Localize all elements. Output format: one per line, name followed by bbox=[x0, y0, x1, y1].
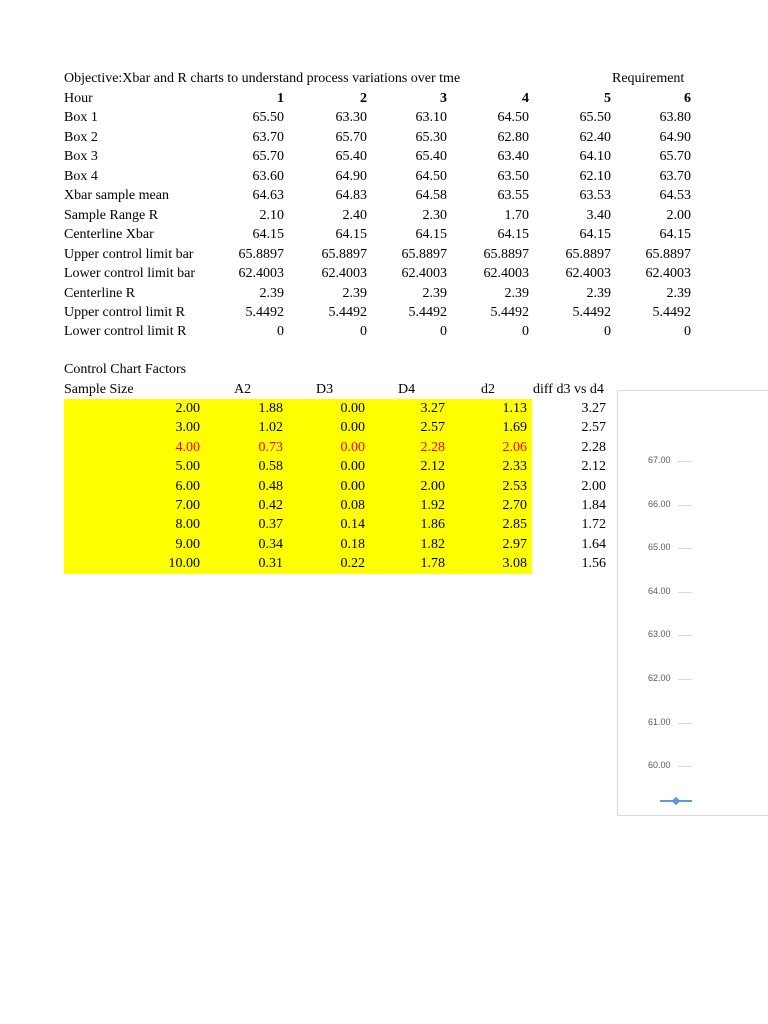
factor-cell[interactable]: 2.57 bbox=[420, 420, 445, 436]
table-cell[interactable]: 1 bbox=[277, 91, 284, 106]
factor-cell[interactable]: 2.57 bbox=[581, 420, 606, 436]
table-cell[interactable]: 63.80 bbox=[659, 110, 691, 126]
table-cell[interactable]: 3.40 bbox=[586, 207, 611, 223]
table-cell[interactable]: 64.15 bbox=[335, 227, 367, 243]
factor-cell[interactable]: 1.86 bbox=[420, 517, 445, 533]
factor-cell[interactable]: 0.22 bbox=[340, 556, 365, 572]
factor-cell[interactable]: 2.00 bbox=[175, 401, 200, 416]
factor-cell[interactable]: 1.92 bbox=[420, 498, 445, 513]
row-label[interactable]: Upper control limit bar bbox=[64, 246, 194, 262]
y-tick-label: 60.00 bbox=[648, 760, 671, 771]
table-cell[interactable]: 64.53 bbox=[659, 188, 691, 204]
table-cell[interactable]: 62.10 bbox=[579, 168, 611, 184]
table-cell[interactable]: 65.70 bbox=[252, 149, 284, 165]
table-row bbox=[0, 303, 768, 322]
table-cell[interactable]: 0 bbox=[522, 324, 529, 340]
factor-cell[interactable]: 4.00 bbox=[175, 439, 200, 455]
factor-cell[interactable]: 6.00 bbox=[175, 478, 200, 494]
gridline bbox=[678, 679, 692, 680]
table-cell[interactable]: 64.15 bbox=[252, 227, 284, 243]
table-cell[interactable]: 2.39 bbox=[342, 285, 367, 301]
table-cell[interactable]: 62.4003 bbox=[321, 266, 367, 282]
factor-cell[interactable]: 2.12 bbox=[581, 459, 606, 475]
row-label[interactable]: Sample Range R bbox=[64, 207, 159, 223]
table-cell[interactable]: 62.4003 bbox=[401, 266, 447, 282]
factors-title-row bbox=[0, 360, 768, 379]
table-cell[interactable]: 65.8897 bbox=[483, 246, 529, 262]
factor-cell[interactable]: 5.00 bbox=[175, 459, 200, 475]
header-a2[interactable]: A2 bbox=[234, 382, 252, 397]
table-cell[interactable]: 2.39 bbox=[586, 285, 611, 301]
factor-cell[interactable]: 0.00 bbox=[340, 420, 365, 436]
factor-cell[interactable]: 1.64 bbox=[581, 536, 606, 552]
table-cell[interactable]: 62.80 bbox=[497, 129, 529, 145]
factor-cell[interactable]: 0.42 bbox=[258, 498, 283, 513]
table-row bbox=[0, 284, 768, 303]
table-row bbox=[0, 225, 768, 244]
y-tick-label: 62.00 bbox=[648, 673, 671, 683]
table-cell[interactable]: 2.00 bbox=[666, 207, 691, 223]
table-row bbox=[0, 206, 768, 225]
gridline bbox=[678, 548, 692, 549]
objective-title[interactable]: Objective:Xbar and R charts to understand process variations over tme bbox=[64, 71, 461, 86]
table-cell[interactable]: 5.4492 bbox=[652, 304, 691, 320]
factor-cell[interactable]: 2.28 bbox=[581, 439, 606, 455]
table-cell[interactable]: 65.40 bbox=[335, 149, 367, 165]
table-cell[interactable]: 1.70 bbox=[504, 207, 529, 223]
table-cell[interactable]: 65.8897 bbox=[238, 246, 284, 262]
row-label[interactable]: Lower control limit R bbox=[64, 324, 187, 340]
factor-cell[interactable]: 1.88 bbox=[258, 401, 283, 416]
table-row bbox=[0, 108, 768, 127]
factor-cell[interactable]: 0.14 bbox=[340, 517, 365, 533]
table-cell[interactable]: 63.70 bbox=[252, 129, 284, 145]
factor-cell[interactable]: 1.78 bbox=[420, 556, 445, 572]
xbar-chart-partial[interactable] bbox=[617, 390, 768, 816]
factor-cell[interactable]: 3.27 bbox=[420, 401, 445, 416]
table-row bbox=[0, 167, 768, 186]
factor-cell[interactable]: 0.00 bbox=[340, 478, 365, 494]
row-label[interactable]: Centerline Xbar bbox=[64, 227, 154, 243]
table-cell[interactable]: 65.70 bbox=[335, 129, 367, 145]
factor-cell[interactable]: 0.58 bbox=[258, 459, 283, 475]
factor-cell[interactable]: 0.08 bbox=[340, 498, 365, 513]
row-label[interactable]: Centerline R bbox=[64, 285, 136, 301]
series-legend-marker bbox=[658, 797, 694, 805]
gridline bbox=[678, 766, 692, 767]
factor-cell[interactable]: 1.82 bbox=[420, 536, 445, 552]
row-label[interactable]: Box 3 bbox=[64, 149, 98, 165]
factor-cell[interactable]: 0.31 bbox=[258, 556, 283, 572]
table-cell[interactable]: 65.50 bbox=[579, 110, 611, 126]
factor-cell[interactable]: 2.28 bbox=[420, 439, 445, 455]
y-tick-label: 65.00 bbox=[648, 542, 671, 553]
table-cell[interactable]: 64.63 bbox=[252, 188, 284, 204]
table-cell[interactable]: 64.50 bbox=[415, 168, 447, 184]
table-cell[interactable]: 0 bbox=[684, 324, 691, 340]
title-row bbox=[0, 69, 768, 88]
factor-cell[interactable]: 7.00 bbox=[175, 498, 200, 513]
table-cell[interactable]: 62.4003 bbox=[645, 266, 691, 282]
table-cell[interactable]: 64.90 bbox=[659, 129, 691, 145]
table-cell[interactable]: 62.4003 bbox=[565, 266, 611, 282]
table-cell[interactable]: 3 bbox=[440, 91, 447, 106]
factor-cell[interactable]: 0.00 bbox=[340, 459, 365, 475]
factor-cell[interactable]: 1.13 bbox=[502, 401, 527, 416]
table-cell[interactable]: 2.39 bbox=[259, 285, 284, 301]
table-cell[interactable]: 64.10 bbox=[579, 149, 611, 165]
factor-cell[interactable]: 2.97 bbox=[502, 536, 527, 552]
table-cell[interactable]: 65.8897 bbox=[645, 246, 691, 262]
factor-cell[interactable]: 3.00 bbox=[175, 420, 200, 436]
table-cell[interactable]: 63.50 bbox=[497, 168, 529, 184]
table-cell[interactable]: 2.39 bbox=[666, 285, 691, 301]
table-cell[interactable]: 5 bbox=[604, 91, 611, 106]
header-diff[interactable]: diff d3 vs d4 bbox=[533, 382, 604, 397]
table-row bbox=[0, 89, 768, 108]
table-cell[interactable]: 62.40 bbox=[579, 129, 611, 145]
table-cell[interactable]: 65.8897 bbox=[401, 246, 447, 262]
header-sample-size[interactable]: Sample Size bbox=[64, 382, 134, 397]
factor-cell[interactable]: 2.85 bbox=[502, 517, 527, 533]
factor-cell[interactable]: 1.84 bbox=[581, 498, 606, 513]
factor-cell[interactable]: 1.72 bbox=[581, 517, 606, 533]
factors-title[interactable]: Control Chart Factors bbox=[64, 362, 187, 377]
row-label[interactable]: Box 2 bbox=[64, 129, 98, 145]
factor-cell[interactable]: 2.33 bbox=[502, 459, 527, 475]
row-label[interactable]: Box 1 bbox=[64, 110, 98, 126]
table-cell[interactable]: 0 bbox=[277, 324, 284, 340]
header-d3[interactable]: D3 bbox=[316, 382, 334, 397]
table-cell[interactable]: 64.58 bbox=[415, 188, 447, 204]
factor-cell[interactable]: 0.18 bbox=[340, 536, 365, 552]
table-cell[interactable]: 5.4492 bbox=[408, 304, 447, 320]
factor-cell[interactable]: 3.27 bbox=[581, 401, 606, 416]
table-cell[interactable]: 63.40 bbox=[497, 149, 529, 165]
table-row bbox=[0, 322, 768, 341]
table-cell[interactable]: 65.8897 bbox=[565, 246, 611, 262]
table-cell[interactable]: 2.39 bbox=[422, 285, 447, 301]
factor-cell[interactable]: 0.37 bbox=[258, 517, 283, 533]
factor-cell[interactable]: 9.00 bbox=[175, 536, 200, 552]
table-cell[interactable]: 65.8897 bbox=[321, 246, 367, 262]
factor-cell[interactable]: 0.73 bbox=[258, 439, 283, 455]
gridline bbox=[678, 461, 692, 462]
table-cell[interactable]: 0 bbox=[604, 324, 611, 340]
table-cell[interactable]: 2.10 bbox=[259, 207, 284, 223]
factor-cell[interactable]: 1.56 bbox=[581, 556, 606, 572]
gridline bbox=[678, 723, 692, 724]
table-cell[interactable]: 2.30 bbox=[422, 207, 447, 223]
header-d4[interactable]: D4 bbox=[398, 382, 416, 397]
factor-cell[interactable]: 0.48 bbox=[258, 478, 283, 494]
table-cell[interactable]: 64.15 bbox=[579, 227, 611, 243]
table-cell[interactable]: 64.15 bbox=[497, 227, 529, 243]
table-cell[interactable]: 63.53 bbox=[579, 188, 611, 204]
table-cell[interactable]: 65.70 bbox=[659, 149, 691, 165]
row-label[interactable]: Upper control limit R bbox=[64, 304, 185, 320]
gridline bbox=[678, 592, 692, 593]
requirement-label[interactable]: Requirement bbox=[612, 71, 685, 86]
factor-cell[interactable]: 1.02 bbox=[258, 420, 283, 436]
factor-cell[interactable]: 0.00 bbox=[340, 401, 365, 416]
table-cell[interactable]: 5.4492 bbox=[490, 304, 529, 320]
table-cell[interactable]: 63.60 bbox=[252, 168, 284, 184]
row-label[interactable]: Xbar sample mean bbox=[64, 188, 169, 204]
factor-cell[interactable]: 1.69 bbox=[502, 420, 527, 436]
row-label[interactable]: Box 4 bbox=[64, 168, 98, 184]
factor-cell[interactable]: 3.08 bbox=[502, 556, 527, 572]
factor-cell[interactable]: 2.70 bbox=[502, 498, 527, 513]
table-cell[interactable]: 64.83 bbox=[335, 188, 367, 204]
table-cell[interactable]: 63.10 bbox=[415, 110, 447, 126]
table-cell[interactable]: 5.4492 bbox=[245, 304, 284, 320]
table-row bbox=[0, 128, 768, 147]
factor-cell[interactable]: 2.12 bbox=[420, 459, 445, 475]
gridline bbox=[678, 505, 692, 506]
factor-cell[interactable]: 2.06 bbox=[502, 439, 527, 455]
y-tick-label: 67.00 bbox=[648, 455, 671, 465]
table-cell[interactable]: 63.70 bbox=[659, 168, 691, 184]
table-row bbox=[0, 264, 768, 283]
table-cell[interactable]: 64.90 bbox=[335, 168, 367, 184]
factor-cell[interactable]: 2.00 bbox=[420, 478, 445, 494]
table-cell[interactable]: 65.30 bbox=[415, 129, 447, 145]
table-cell[interactable]: 64.15 bbox=[659, 227, 691, 243]
factor-cell[interactable]: 0.34 bbox=[258, 536, 283, 552]
table-row bbox=[0, 186, 768, 205]
table-cell[interactable]: 65.50 bbox=[252, 110, 284, 126]
table-cell[interactable]: 5.4492 bbox=[328, 304, 367, 320]
factor-cell[interactable]: 8.00 bbox=[175, 517, 200, 533]
factor-cell[interactable]: 10.00 bbox=[168, 556, 200, 572]
table-cell[interactable]: 2 bbox=[360, 91, 367, 106]
table-cell[interactable]: 2.40 bbox=[342, 207, 367, 223]
table-cell[interactable]: 6 bbox=[684, 91, 691, 106]
table-cell[interactable]: 64.50 bbox=[497, 110, 529, 126]
table-cell[interactable]: 65.40 bbox=[415, 149, 447, 165]
table-cell[interactable]: 64.15 bbox=[415, 227, 447, 243]
table-cell[interactable]: 62.4003 bbox=[483, 266, 529, 282]
factor-cell[interactable]: 0.00 bbox=[340, 439, 365, 455]
row-label[interactable]: Lower control limit bar bbox=[64, 266, 196, 282]
table-row bbox=[0, 245, 768, 264]
factor-cell[interactable]: 2.00 bbox=[581, 478, 606, 494]
y-tick-label: 63.00 bbox=[648, 629, 671, 640]
table-row bbox=[0, 147, 768, 166]
table-cell[interactable]: 0 bbox=[440, 324, 447, 340]
table-cell[interactable]: 0 bbox=[360, 324, 367, 340]
factor-cell[interactable]: 2.53 bbox=[502, 478, 527, 494]
table-cell[interactable]: 4 bbox=[522, 91, 529, 106]
table-cell[interactable]: 63.55 bbox=[497, 188, 529, 204]
table-cell[interactable]: 62.4003 bbox=[238, 266, 284, 282]
y-tick-label: 61.00 bbox=[648, 716, 671, 727]
y-tick-label: 66.00 bbox=[648, 498, 671, 509]
row-label[interactable]: Hour bbox=[64, 91, 93, 106]
table-cell[interactable]: 2.39 bbox=[504, 285, 529, 301]
gridline bbox=[678, 635, 692, 636]
table-cell[interactable]: 5.4492 bbox=[572, 304, 611, 320]
header-d2[interactable]: d2 bbox=[481, 382, 495, 397]
table-cell[interactable]: 63.30 bbox=[335, 110, 367, 126]
y-tick-label: 64.00 bbox=[648, 585, 671, 596]
